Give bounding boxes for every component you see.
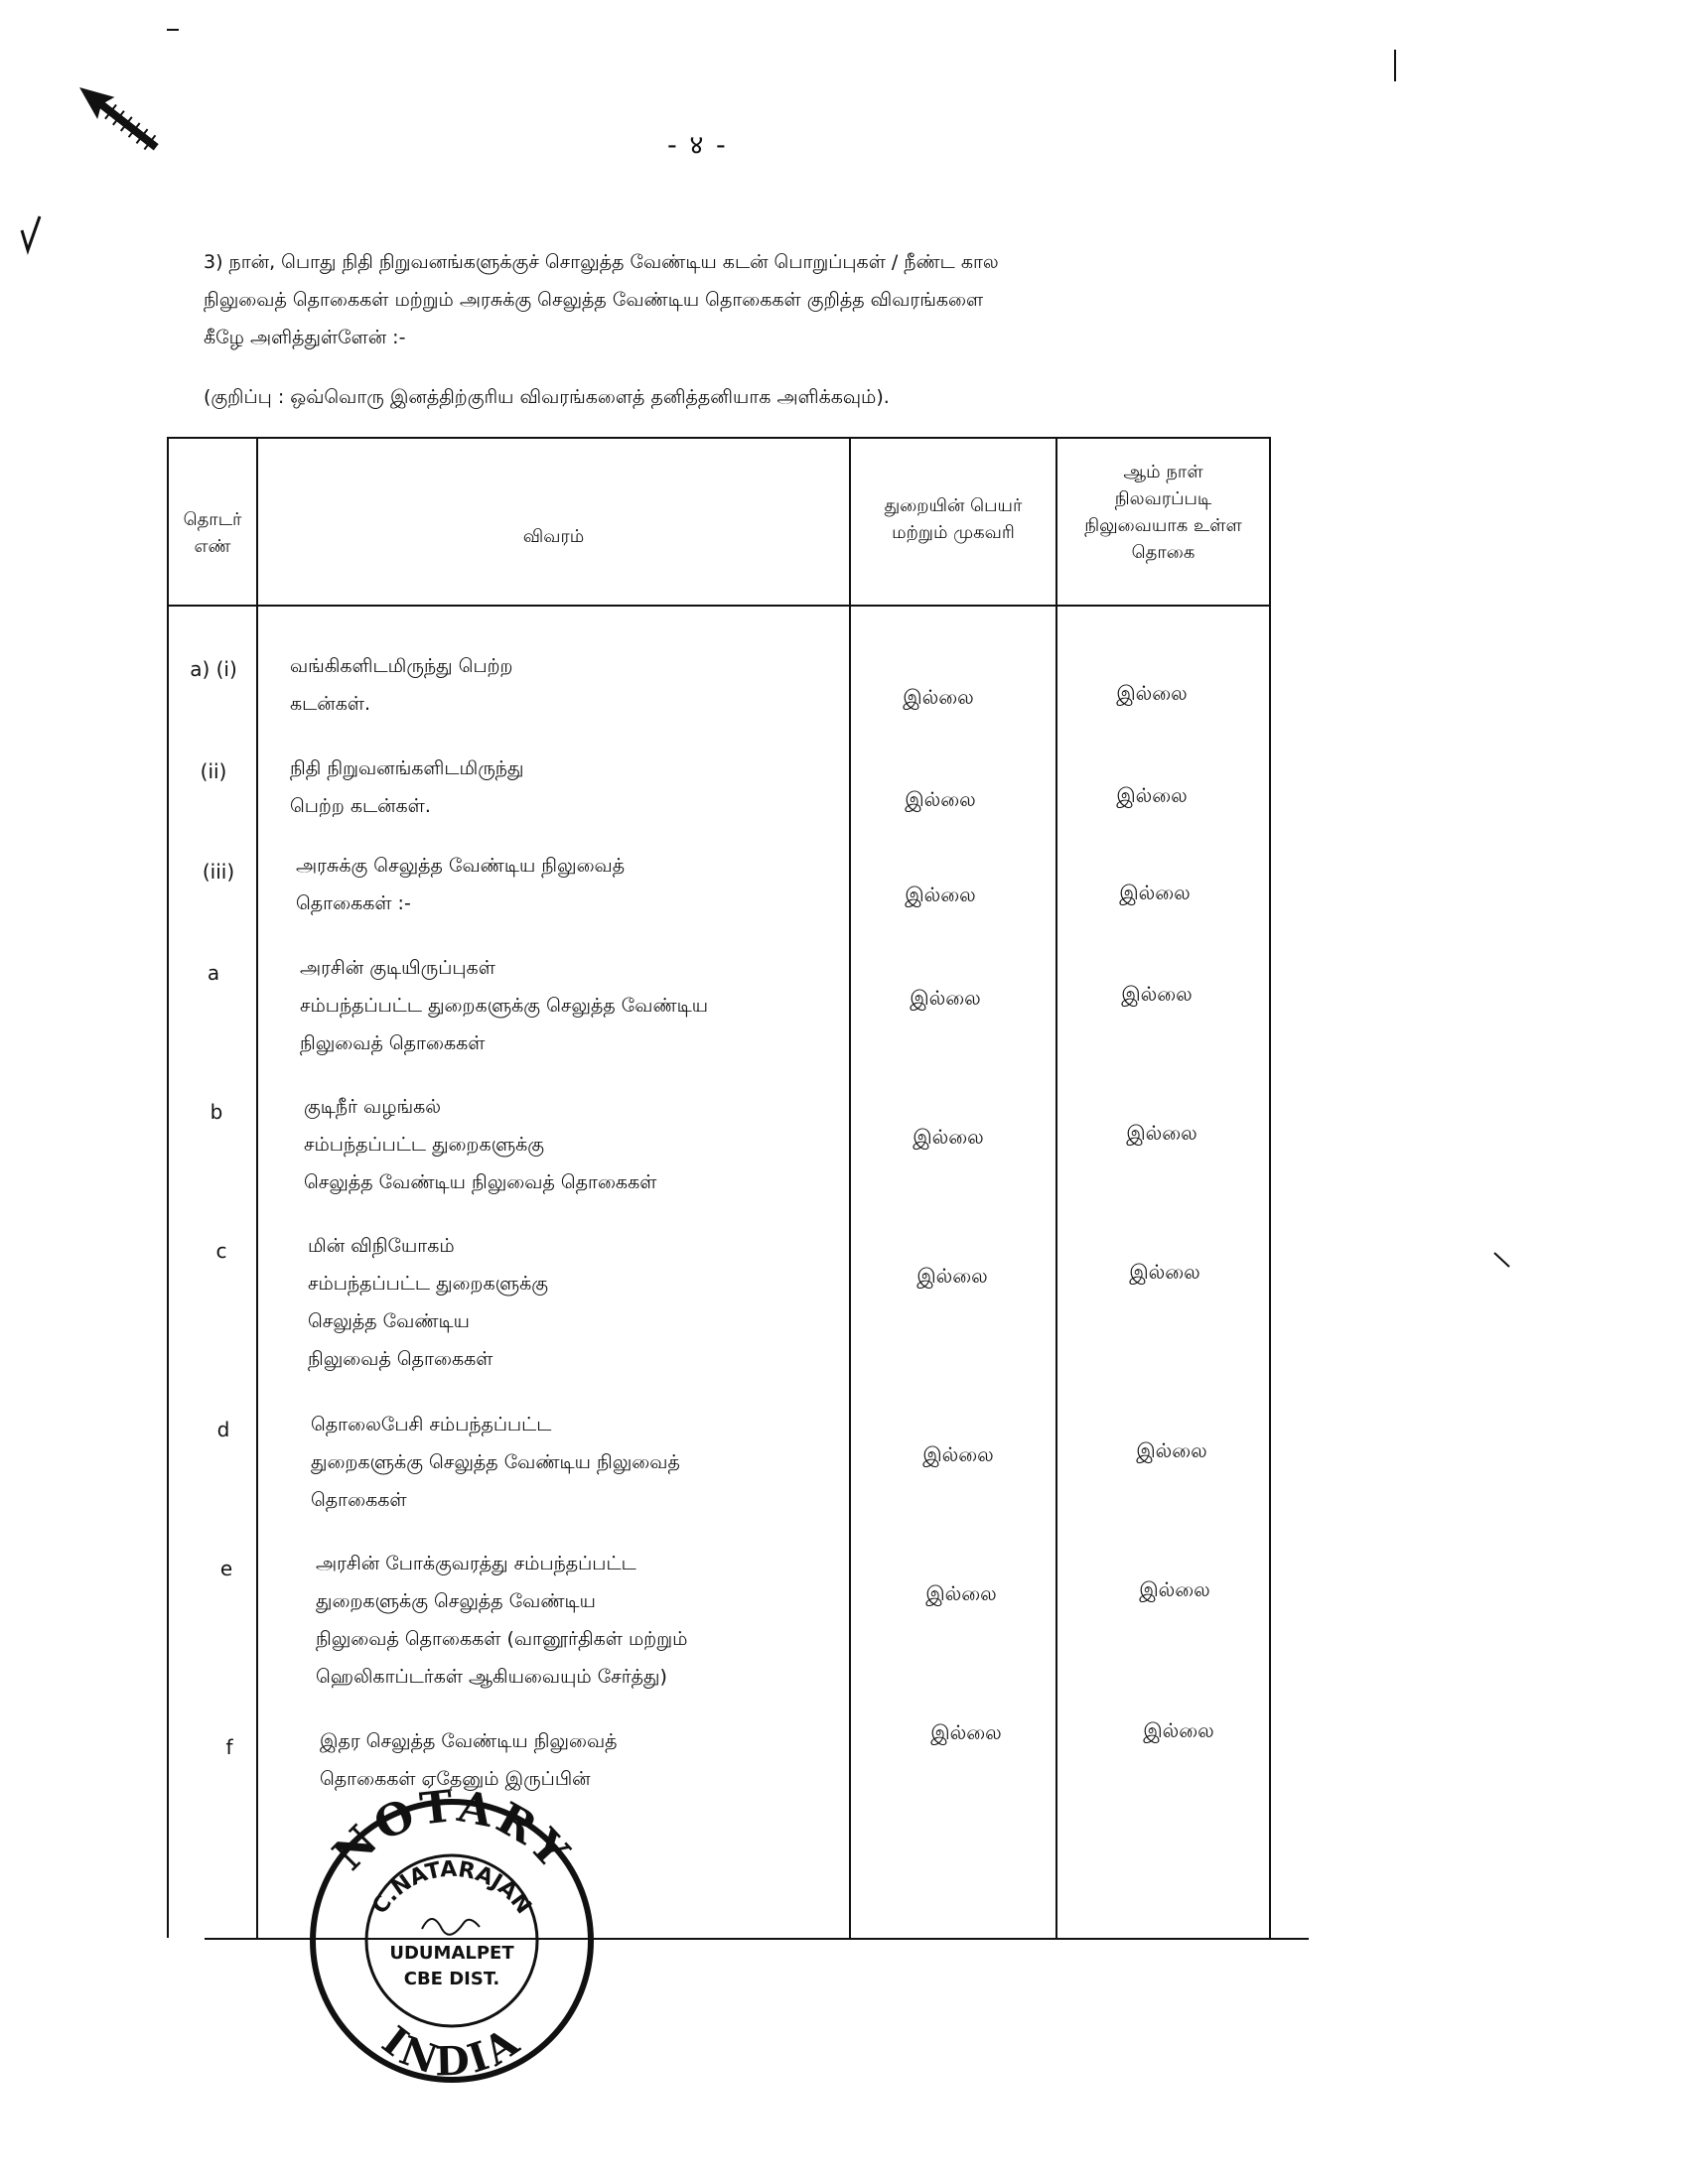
intro-line-2: நிலுவைத் தொகைகள் மற்றும் அரசுக்கு செலுத்த வேண்டிய தொகைகள் குறித்த விவரங்களை: [204, 289, 984, 311]
col-divider-3: [1055, 437, 1057, 1938]
tick-mark-icon: [22, 216, 40, 250]
table-top-border: [167, 437, 1271, 439]
row-serial: a: [207, 961, 220, 985]
row-department: இல்லை: [910, 986, 981, 1010]
row-department: இல்லை: [916, 1264, 988, 1288]
notary-stamp: [288, 1782, 616, 2090]
row-details: மின் விநியோகம் சம்பந்தப்பட்ட துறைகளுக்கு செலுத்த வேண்டிய நிலுவைத் தொகைகள்: [308, 1235, 549, 1370]
row-amount: இல்லை: [1126, 1121, 1197, 1145]
stamp-district-text: CBE DIST.: [403, 1969, 500, 1989]
row-amount: இல்லை: [1121, 982, 1193, 1006]
row-amount: இல்லை: [1143, 1718, 1214, 1742]
stamp-name-text: C.NATARAJAN: [367, 1856, 536, 1919]
row-details: அரசுக்கு செலுத்த வேண்டிய நிலுவைத் தொகைகள் :-: [296, 855, 626, 914]
header-serial: தொடர் எண்: [183, 509, 242, 557]
row-department: இல்லை: [905, 787, 976, 811]
row-details: அரசின் குடியிருப்புகள் சம்பந்தப்பட்ட துறைகளுக்கு செலுத்த வேண்டிய நிலுவைத் தொகைகள்: [300, 957, 709, 1054]
row-department: இல்லை: [905, 883, 976, 906]
row-amount: இல்லை: [1129, 1260, 1200, 1284]
intro-note: (குறிப்பு : ஒவ்வொரு இனத்திற்குரிய விவரங்களைத் தனித்தனியாக அளிக்கவும்).: [204, 386, 890, 408]
header-amount: ஆம் நாள் நிலவரப்படி நிலுவையாக உள்ள தொகை: [1084, 462, 1242, 563]
stamp-country-text: INDIA: [373, 2016, 530, 2086]
row-amount: இல்லை: [1136, 1438, 1207, 1462]
row-serial: (ii): [200, 759, 227, 783]
row-amount: இல்லை: [1119, 881, 1191, 904]
row-amount: இல்லை: [1116, 681, 1188, 705]
row-details: நிதி நிறுவனங்களிடமிருந்து பெற்ற கடன்கள்.: [290, 757, 524, 817]
row-department: இல்லை: [913, 1125, 984, 1149]
header-bottom-border: [167, 605, 1271, 607]
row-serial: f: [225, 1735, 233, 1759]
pointer-mark-icon: [70, 76, 164, 158]
header-details: விவரம்: [522, 526, 585, 547]
page-number: - ४ -: [667, 130, 728, 161]
stamp-notary-text: NOTARY: [323, 1782, 581, 1881]
table-right-border: [1269, 437, 1271, 1938]
row-details: வங்கிகளிடமிருந்து பெற்ற கடன்கள்.: [290, 655, 513, 715]
row-serial: c: [215, 1239, 227, 1263]
col-divider-2: [849, 437, 851, 1938]
row-details: குடிநீர் வழங்கல் சம்பந்தப்பட்ட துறைகளுக்கு செலுத்த வேண்டிய நிலுவைத் தொகைகள்: [304, 1096, 657, 1193]
row-serial: d: [216, 1418, 230, 1441]
row-department: இல்லை: [903, 685, 974, 709]
row-serial: b: [210, 1100, 223, 1124]
row-details: இதர செலுத்த வேண்டிய நிலுவைத் தொகைகள் ஏதேனும் இருப்பின்: [320, 1730, 618, 1790]
row-serial: e: [219, 1557, 233, 1580]
row-department: இல்லை: [925, 1581, 997, 1605]
svg-text:C.NATARAJAN: [367, 1857, 535, 1919]
row-serial: (iii): [202, 860, 235, 884]
row-department: இல்லை: [922, 1442, 994, 1466]
row-serial: a) (i): [190, 657, 237, 681]
row-details: அரசின் போக்குவரத்து சம்பந்தப்பட்ட துறைகளுக்கு செலுத்த வேண்டிய நிலுவைத் தொகைகள் (வானூர்திகள் மற்றும் ஹெலிகாப்டர்கள் ஆகியவையும் சேர்த்து): [316, 1553, 688, 1688]
intro-line-1: 3) நான், பொது நிதி நிறுவனங்களுக்குச் சொலுத்த வேண்டிய கடன் பொறுப்புகள் / நீண்ட கால: [204, 251, 999, 273]
row-amount: இல்லை: [1139, 1577, 1210, 1601]
row-department: இல்லை: [930, 1720, 1002, 1744]
intro-line-3: கீழே அளித்துள்ளேன் :-: [204, 327, 406, 348]
stamp-place-text: UDUMALPET: [389, 1943, 514, 1964]
row-details: தொலைபேசி சம்பந்தப்பட்ட துறைகளுக்கு செலுத்த வேண்டிய நிலுவைத் தொகைகள்: [311, 1414, 680, 1511]
row-amount: இல்லை: [1116, 783, 1188, 807]
header-department: துறையின் பெயர் மற்றும் முகவரி: [884, 495, 1023, 543]
signature-scribble: [422, 1919, 480, 1935]
